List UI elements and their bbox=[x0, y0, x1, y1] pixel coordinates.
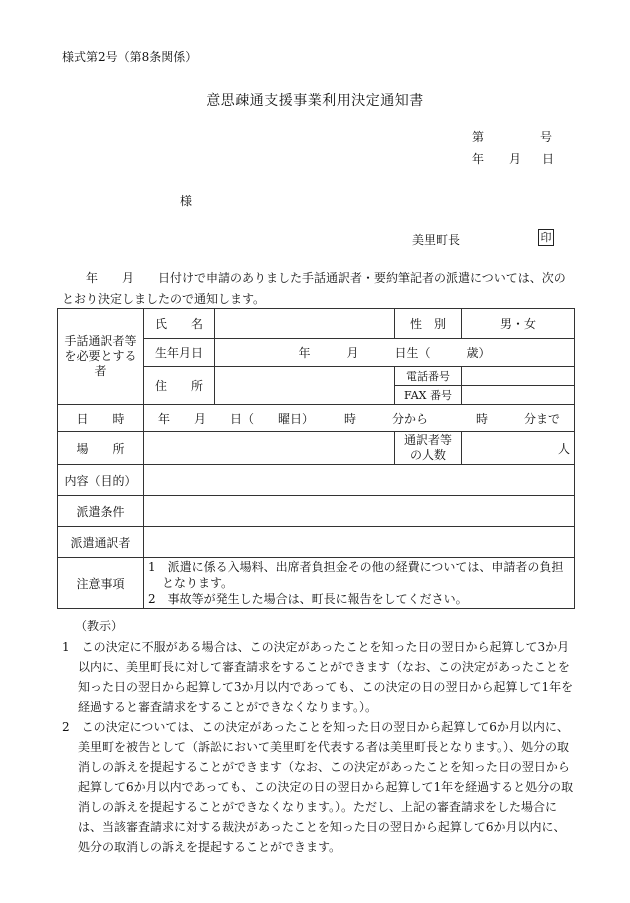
address-field[interactable] bbox=[215, 367, 395, 405]
document-title: 意思疎通支援事業利用決定通知書 bbox=[206, 93, 424, 109]
kyouji-title: （教示） bbox=[75, 619, 124, 633]
phone-label: 電話番号 bbox=[395, 367, 462, 386]
issuer-name: 美里町長 bbox=[412, 233, 461, 247]
fax-field[interactable] bbox=[462, 386, 575, 405]
interpreters-label: 通訳者等の人数 bbox=[395, 432, 462, 465]
place-field[interactable] bbox=[144, 432, 395, 465]
birth-label: 生年月日 bbox=[144, 339, 215, 367]
note-item: 2 事故等が発生した場合は、町長に報告をしてください。 bbox=[148, 592, 468, 606]
kyouji-item: 2 この決定については、この決定があったことを知った日の翌日から起算して6か月以内に、美里町を被告として（訴訟において美里町を代表する者は美里町長となります。）、処分の取消しの訴えを提起することができます（なお、この決定があったことを知った日の翌日から起算して6か月以内であっても、この決定の日の翌日から起算して1年を経過すると処分の取消しの訴えを提起することができなくなります。）。ただし、上記の審査請求をした場合には、当該審査請求に対する裁決があったことを知った日の翌日から起算して6か月以内に、処分の取消しの訴えを提起することができます。 bbox=[62, 720, 574, 854]
seal-mark: 印 bbox=[538, 229, 554, 246]
intro-paragraph: 年 月 日付けで申請のありました手話通訳者・要約筆記者の派遣については、次のとおり決定しましたので通知します。 bbox=[62, 271, 566, 306]
name-label: 氏 名 bbox=[144, 309, 215, 339]
datetime-label: 日 時 bbox=[58, 405, 144, 432]
applicant-label: 手話通訳者等を必要とする者 bbox=[58, 309, 144, 405]
address-label: 住 所 bbox=[144, 367, 215, 405]
fax-label: FAX 番号 bbox=[395, 386, 462, 405]
phone-field[interactable] bbox=[462, 367, 575, 386]
recipient-honorific: 様 bbox=[180, 194, 193, 208]
conditions-label: 派遣条件 bbox=[58, 496, 144, 527]
place-label: 場 所 bbox=[58, 432, 144, 465]
purpose-field[interactable] bbox=[144, 465, 575, 496]
notes-label: 注意事項 bbox=[58, 558, 144, 609]
doc-number-dai: 第 bbox=[472, 130, 485, 144]
dispatched-label: 派遣通訳者 bbox=[58, 527, 144, 558]
purpose-label: 内容（目的） bbox=[58, 465, 144, 496]
date-day: 日 bbox=[542, 152, 555, 166]
kyouji-list bbox=[62, 637, 574, 857]
doc-number-go: 号 bbox=[540, 130, 553, 144]
datetime-value[interactable]: 年 月 日（ 曜日） 時 分から 時 分まで bbox=[144, 405, 575, 432]
note-item: 1 派遣に係る入場料、出席者負担金その他の経費については、申請者の負担となります。 bbox=[148, 560, 564, 590]
birth-value[interactable]: 年 月 日生（ 歳） bbox=[215, 339, 575, 367]
notes-list bbox=[144, 558, 575, 609]
gender-value[interactable]: 男・女 bbox=[462, 309, 575, 339]
date-year: 年 bbox=[472, 152, 485, 166]
interpreters-unit[interactable]: 人 bbox=[462, 432, 575, 465]
date-month: 月 bbox=[509, 152, 522, 166]
name-field[interactable] bbox=[215, 309, 395, 339]
application-table bbox=[57, 308, 575, 609]
kyouji-item: 1 この決定に不服がある場合は、この決定があったことを知った日の翌日から起算して3か月以内に、美里町長に対して審査請求をすることができます（なお、この決定があったことを知った日の翌日から起算して3か月以内であっても、この決定の日の翌日から起算して1年を経過すると審査請求をすることができなくなります。）。 bbox=[62, 640, 574, 714]
gender-label: 性 別 bbox=[395, 309, 462, 339]
form-number: 様式第2号（第8条関係） bbox=[62, 50, 198, 64]
conditions-field[interactable] bbox=[144, 496, 575, 527]
dispatched-field[interactable] bbox=[144, 527, 575, 558]
